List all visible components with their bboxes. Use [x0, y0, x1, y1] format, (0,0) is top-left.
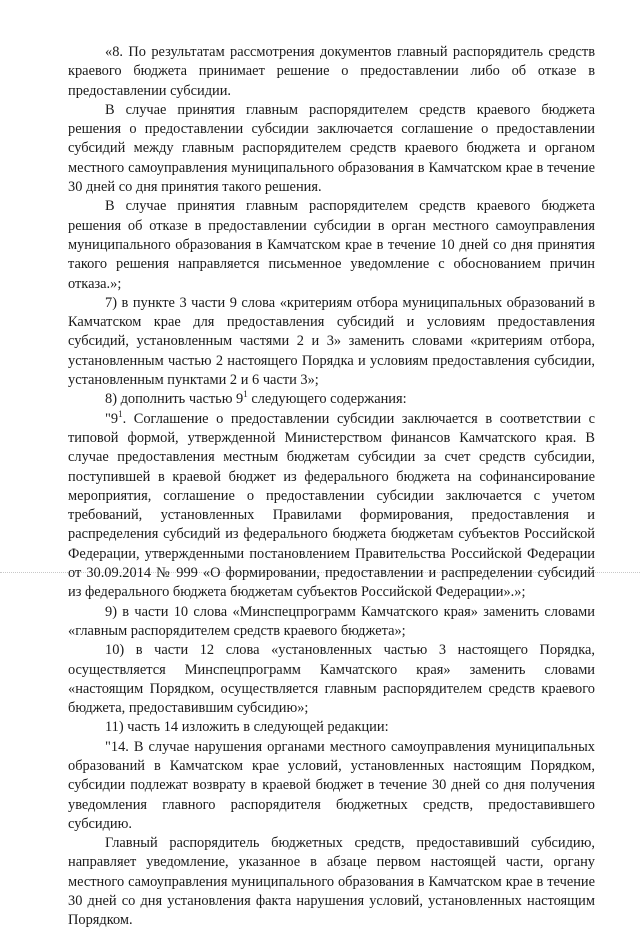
paragraph-item-8: «8. По результатам рассмотрения документов главный распорядитель средств краевого бюджета принимает решение о предоставлении либо об отказе в предоставлении субсидии.	[68, 44, 595, 99]
paragraph-part-14: "14. В случае нарушения органами местного самоуправления муниципальных образований в Камчатском крае условий, установленных настоящим Порядком, субсидии подлежат возврату в краевой бюджет в течение 30 дней со дня получения уведомления главного распорядителя бюджетных средств, предоставившего субсидию.	[68, 738, 595, 832]
paragraph-amendment-8	[68, 390, 595, 409]
paragraph-subsidy-refused: В случае принятия главным распорядителем средств краевого бюджета решения об отказе в предоставлении субсидии в орган местного самоуправления муниципального образования в Камчатском крае в течение 10 дней со дня принятия такого решения направляется письменное уведомление с обоснованием причин отказа.»;	[68, 198, 595, 292]
amendment-8-text-before: 8) дополнить частью 9	[105, 391, 244, 408]
paragraph-subsidy-granted: В случае принятия главным распорядителем средств краевого бюджета решения о предоставлении субсидии заключается соглашение о предоставлении субсидий между главным распорядителем средств краевого бюджета и органом местного самоуправления муниципального образования в Камчатском крае в течение 30 дней со дня принятия такого решения.	[68, 101, 595, 196]
part-9-1-text-before: "9	[105, 410, 119, 427]
part-9-1-superscript: 1	[118, 408, 123, 419]
paragraph-amendment-10: 10) в части 12 слова «установленных частью 3 настоящего Порядка, осуществляется Минспецпрограмм Камчатского края» заменить словами «настоящим Порядком, осуществляется главным распорядителем средств краевого бюджета, предоставившим субсидию»;	[68, 642, 595, 717]
paragraph-amendment-9: 9) в части 10 слова «Минспецпрограмм Камчатского края» заменить словами «главным распорядителем средств краевого бюджета»;	[68, 603, 595, 639]
paragraph-part-9-1	[68, 410, 595, 603]
amendment-8-text-after: следующего содержания:	[247, 391, 407, 408]
paragraph-notification: Главный распорядитель бюджетных средств, предоставивший субсидию, направляет уведомление, указанное в абзаце первом настоящей части, органу местного самоуправления муниципального образования в Камчатском крае в течение 30 дней со дня установления факта нарушения условий, установленных настоящим Порядком.	[68, 835, 595, 929]
paragraph-amendment-7: 7) в пункте 3 части 9 слова «критериям отбора муниципальных образований в Камчатском крае для предоставления субсидий и условиям предоставления субсидий, установленным частями 2 и 3» заменить словами «критериям отбора, установленным частью 2 настоящего Порядка и условиям предоставления субсидии, установленным пунктами 2 и 6 части 3»;	[68, 294, 595, 389]
part-9-1-text-after: . Соглашение о предоставлении субсидии заключается в соответствии с типовой формой, утвержденной Министерством финансов Камчатского края. В случае предоставления местным бюджетам субсидии за счет средств субсидии, поступившей в краевой бюджет из федерального бюджета на софинансирование мероприятия, соглашение о предоставлении субсидии заключается с учетом требований, установленных Правилами формирования, предоставления и распределения субсидий из федерального бюджета бюджетам субъектов Российской Федерации, утвержденными постановлением Правительства Российской Федерации от 30.09.2014 № 999 «О формировании, предоставлении и распределении субсидий из федерального бюджета бюджетам субъектов Российской Федерации».»;	[68, 410, 595, 601]
document-page	[68, 43, 595, 931]
paragraph-amendment-11: 11) часть 14 изложить в следующей редакции:	[105, 719, 389, 736]
amendment-8-superscript: 1	[243, 389, 248, 400]
